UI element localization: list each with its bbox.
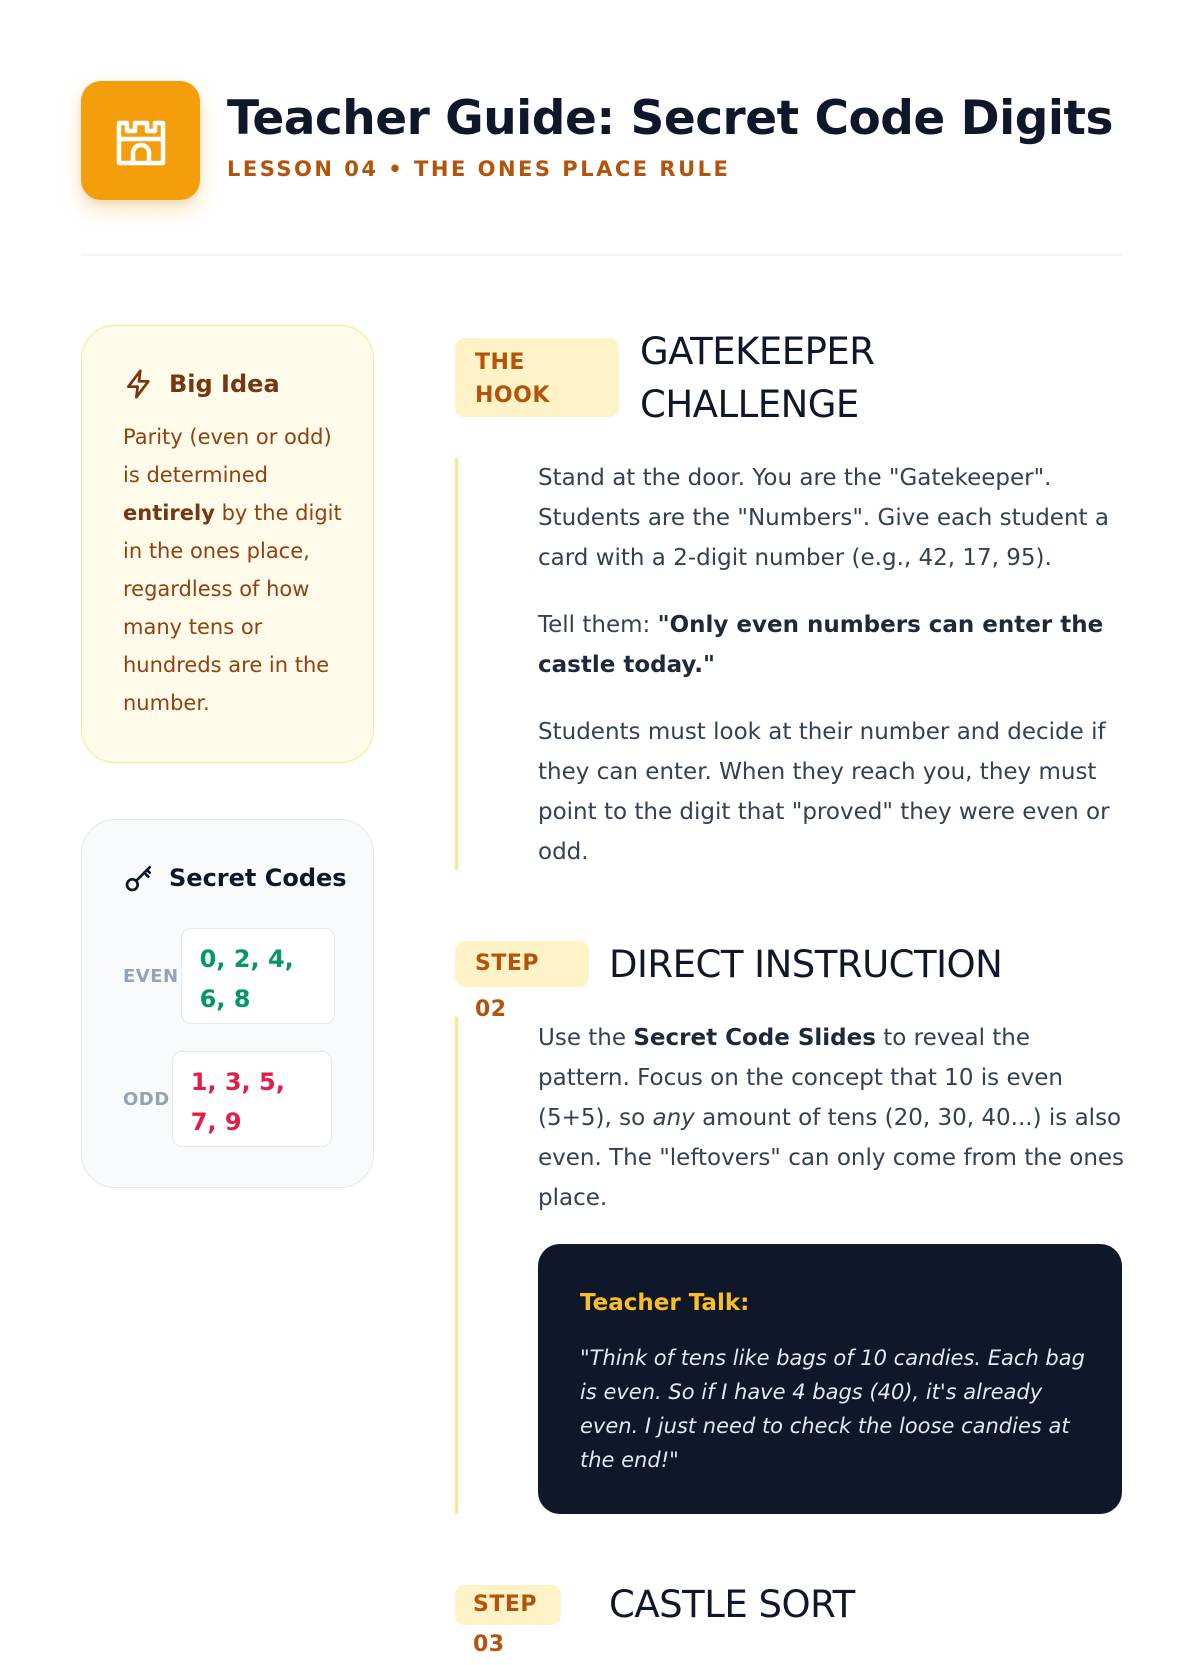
castle-icon: [109, 109, 173, 173]
page-title: Teacher Guide: Secret Code Digits: [227, 91, 1113, 146]
key-icon: [123, 862, 155, 894]
lightning-icon: [123, 368, 155, 400]
hook-badge: THE HOOK: [455, 338, 619, 417]
teacher-talk-title: Teacher Talk:: [580, 1290, 750, 1316]
even-label: EVEN: [123, 965, 179, 987]
header-divider: [81, 254, 1122, 256]
hook-paragraph-2: Tell them: "Only even numbers can enter the castle today.": [538, 612, 1104, 678]
odd-label: ODD: [123, 1088, 170, 1110]
secret-codes-header: [123, 862, 347, 894]
hook-accent-line: [455, 458, 458, 870]
page-subtitle: LESSON 04 • THE ONES PLACE RULE: [227, 157, 731, 181]
secret-codes-heading: Secret Codes: [169, 864, 347, 892]
teacher-talk-box: [538, 1244, 1122, 1514]
step2-badge: STEP 02: [455, 941, 589, 987]
odd-digits: 1, 3, 5, 7, 9: [172, 1051, 332, 1147]
big-idea-text: Parity (even or odd) is determined entirely by the digit in the ones place, regardless of how many tens or hundreds are in the number.: [123, 425, 342, 715]
even-code-row: [123, 928, 335, 1024]
hook-title: GATEKEEPER CHALLENGE: [640, 330, 875, 426]
step3-title: CASTLE SORT: [609, 1583, 855, 1626]
hook-paragraph-3: Students must look at their number and decide if they can enter. When they reach you, they must point to the digit that "proved" they were even or odd.: [538, 719, 1110, 865]
hook-paragraph-1: Stand at the door. You are the "Gatekeeper". Students are the "Numbers". Give each student a card with a 2-digit number (e.g., 42, 17, 95).: [538, 465, 1109, 571]
odd-code-row: [123, 1051, 332, 1147]
step3-badge: STEP 03: [455, 1585, 561, 1625]
step2-title: DIRECT INSTRUCTION: [609, 943, 1003, 986]
secret-codes-card: [81, 819, 374, 1188]
page-header: [81, 81, 1122, 201]
teacher-talk-text: "Think of tens like bags of 10 candies. Each bag is even. So if I have 4 bags (40), it's already even. I just need to check the loose candies at the end!": [580, 1346, 1085, 1472]
even-digits: 0, 2, 4, 6, 8: [181, 928, 335, 1024]
big-idea-heading: Big Idea: [169, 370, 280, 398]
step2-paragraph: Use the Secret Code Slides to reveal the pattern. Focus on the concept that 10 is even (5+5), so any amount of tens (20, 30, 40...) is also even. The "leftovers" can only come from the ones place.: [538, 1025, 1125, 1211]
big-idea-header: [123, 368, 280, 400]
logo: [81, 81, 200, 200]
big-idea-card: [81, 325, 374, 763]
step2-accent-line: [455, 1017, 458, 1514]
